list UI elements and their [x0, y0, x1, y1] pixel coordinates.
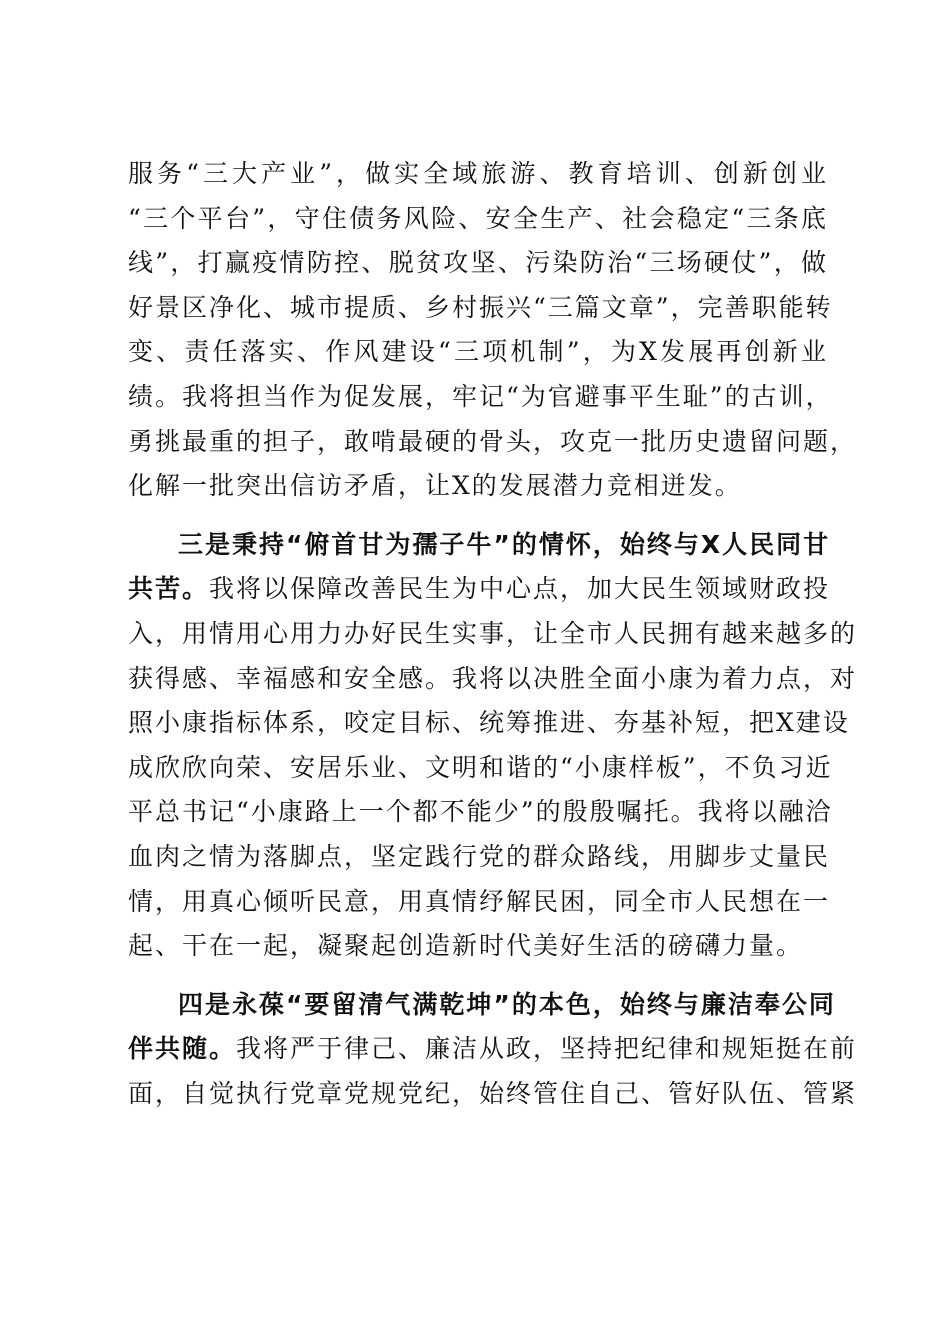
paragraph-1 [128, 152, 858, 509]
text-line: 平总书记“小康路上一个都不能少”的殷殷嘱托。我将以融洽 [128, 797, 833, 827]
paragraph-lead-heading-end: 伴共随。 [128, 1034, 237, 1064]
paragraph-lead-heading: 三是秉持“俯首甘为孺子牛”的情怀，始终与X人民同甘 [178, 529, 831, 559]
text-line: 化解一批突出信访矛盾，让X的发展潜力竞相迸发。 [128, 471, 742, 501]
text-line: 面，自觉执行党章党规党纪，始终管住自己、管好队伍、管紧 [128, 1078, 858, 1108]
text-line: 成欣欣向荣、安居乐业、文明和谐的“小康样板”，不负习近 [128, 752, 833, 782]
text-line: 勇挑最重的担子，敢啃最硬的骨头，攻克一批历史遗留问题， [128, 426, 858, 456]
text-line: 情，用真心倾听民意，用真情纾解民困，同全市人民想在一 [128, 886, 831, 916]
text-line: 起、干在一起，凝聚起创造新时代美好生活的磅礴力量。 [128, 931, 804, 961]
text-line: 血肉之情为落脚点，坚定践行党的群众路线，用脚步丈量民 [128, 841, 831, 871]
paragraph-2 [128, 523, 858, 969]
text-line-rest: 我将严于律己、廉洁从政，坚持把纪律和规矩挺在前 [236, 1034, 858, 1064]
text-line-rest: 我将以保障改善民生为中心点，加大民生领域财政投 [209, 574, 831, 604]
text-line [128, 1027, 858, 1072]
text-line: 好景区净化、城市提质、乡村振兴“三篇文章”，完善职能转 [128, 292, 833, 322]
text-line [128, 567, 831, 612]
text-line: 线”，打赢疫情防控、脱贫攻坚、污染防治“三场硬仗”，做 [128, 248, 828, 278]
text-line: 照小康指标体系，咬定目标、统筹推进、夯基补短，把X建设 [128, 708, 850, 738]
paragraph-lead-heading-end: 共苦。 [128, 574, 210, 604]
text-line: 获得感、幸福感和安全感。我将以决胜全面小康为着力点，对 [128, 663, 858, 693]
text-line: 服务“三大产业”，做实全域旅游、教育培训、创新创业 [128, 159, 828, 188]
text-line: 变、责任落实、作风建设“三项机制”，为X发展再创新业 [128, 337, 828, 367]
text-line: “三个平台”，守住债务风险、安全生产、社会稳定“三条底 [128, 203, 828, 233]
paragraph-3 [128, 983, 858, 1117]
text-line: 入，用情用心用力办好民生实事，让全市人民拥有越来越多的 [128, 618, 858, 648]
paragraph-lead-heading: 四是永葆“要留清气满乾坤”的本色，始终与廉洁奉公同 [178, 989, 836, 1019]
document-body [128, 152, 858, 1116]
text-line: 绩。我将担当作为促发展，牢记“为官避事平生耻”的古训， [128, 381, 833, 411]
